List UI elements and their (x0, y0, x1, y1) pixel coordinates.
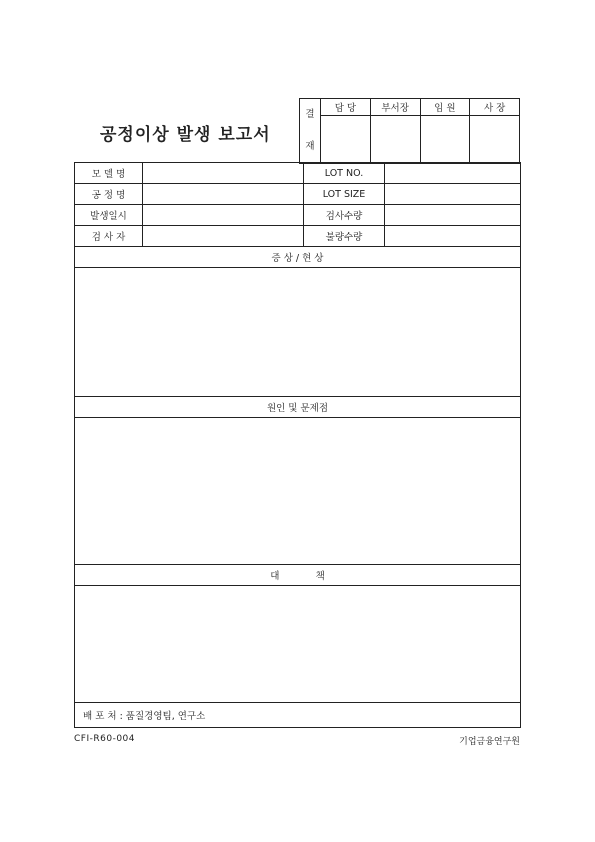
label-inspect-qty: 검사수량 (304, 205, 385, 226)
organization-name: 기업금융연구원 (459, 737, 520, 747)
sign-executive[interactable] (420, 116, 470, 164)
value-inspector[interactable] (143, 226, 304, 247)
label-lot-no: LOT NO. (304, 163, 385, 184)
measure-area[interactable] (75, 586, 521, 703)
section-measure-header: 대 책 (75, 565, 521, 586)
label-inspector: 검 사 자 (75, 226, 143, 247)
page-title: 공정이상 발생 보고서 (100, 125, 271, 145)
sign-president[interactable] (470, 116, 520, 164)
value-lot-size[interactable] (385, 184, 521, 205)
form-code: CFI-R60-004 (74, 734, 135, 744)
value-date[interactable] (143, 205, 304, 226)
label-model: 모 델 명 (75, 163, 143, 184)
role-dept-head: 부서장 (370, 99, 420, 116)
sign-staff[interactable] (321, 116, 371, 164)
cause-area[interactable] (75, 418, 521, 565)
role-president: 사 장 (470, 99, 520, 116)
value-lot-no[interactable] (385, 163, 521, 184)
value-process[interactable] (143, 184, 304, 205)
label-defect-qty: 불량수량 (304, 226, 385, 247)
distribution-line: 배 포 처 : 품질경영팀, 연구소 (75, 703, 521, 728)
label-process: 공 정 명 (75, 184, 143, 205)
value-defect-qty[interactable] (385, 226, 521, 247)
role-staff: 담 당 (321, 99, 371, 116)
approval-label: 결 재 (300, 99, 321, 164)
role-executive: 임 원 (420, 99, 470, 116)
section-cause-header: 원인 및 문제점 (75, 397, 521, 418)
value-inspect-qty[interactable] (385, 205, 521, 226)
sign-dept-head[interactable] (370, 116, 420, 164)
report-form (74, 162, 521, 728)
section-symptom-header: 증 상 / 현 상 (75, 247, 521, 268)
value-model[interactable] (143, 163, 304, 184)
approval-box (299, 98, 520, 164)
label-date: 발생일시 (75, 205, 143, 226)
symptom-area[interactable] (75, 268, 521, 397)
label-lot-size: LOT SIZE (304, 184, 385, 205)
